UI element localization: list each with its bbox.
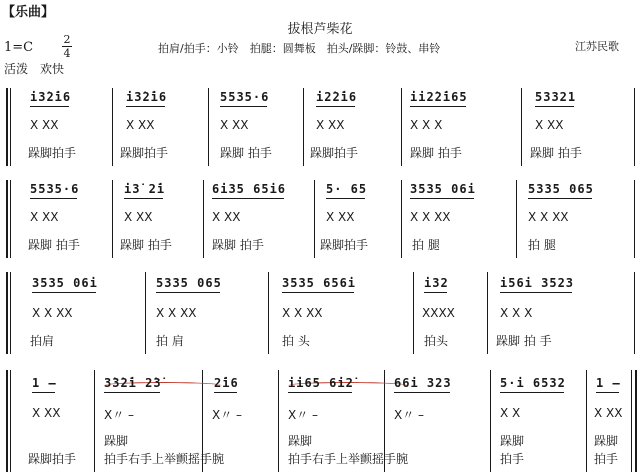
barline — [314, 180, 315, 258]
barline — [490, 370, 491, 472]
lyric-measure: 跺脚 拍 手 — [496, 334, 552, 348]
melody-measure: i32 — [424, 276, 449, 290]
melody-measure: i3̇2̇i6 — [126, 90, 168, 104]
meter-bottom: 4 — [63, 47, 71, 60]
instrumentation-note: 拍肩/拍手：小铃 拍腿：圆舞板 拍头/跺脚：铃鼓、串铃 — [158, 42, 441, 55]
barline — [634, 272, 635, 354]
melody-measure: ii65 6i2̇ — [288, 376, 354, 390]
rhythm-measure: X XX — [220, 118, 249, 132]
melody-measure: 2̇i6 — [214, 376, 239, 390]
lyric-measure: 跺脚拍手 — [28, 146, 77, 160]
barline — [413, 272, 414, 354]
rhythm-measure: X X XX — [528, 210, 569, 224]
rhythm-measure: X X XX — [156, 306, 197, 320]
melody-measure: ii2̇2̇i65 — [410, 90, 468, 104]
key-signature: 1=C — [4, 40, 34, 55]
lyric-measure: 跺脚 拍手 — [410, 146, 462, 160]
barline — [268, 272, 269, 354]
tempo-marking: 活泼 欢快 — [4, 62, 65, 76]
melody-measure: 5535·6 — [30, 182, 80, 196]
melody-measure: 66i 323 — [394, 376, 452, 390]
lyric-measure: 跺脚拍手 — [310, 146, 359, 160]
barline — [516, 180, 517, 258]
region-label: 江苏民歌 — [575, 40, 619, 53]
barline — [521, 88, 522, 166]
rhythm-measure: X X X — [500, 306, 533, 320]
score-row-2 — [0, 180, 640, 258]
lyric-measure: 拍 肩 — [156, 334, 184, 348]
melody-measure: 5335 065 — [528, 182, 594, 196]
score-title: 拔根芦柴花 — [287, 22, 353, 37]
system-bracket — [6, 88, 8, 166]
lyric-measure: 跺脚 — [104, 434, 129, 448]
system-bracket — [6, 370, 8, 472]
melody-measure: 1 – — [596, 376, 621, 390]
lyric-measure: 拍 腿 — [528, 238, 556, 252]
score-row-4 — [0, 370, 640, 472]
melody-measure: 53321 — [535, 90, 577, 104]
rhythm-measure: X X XX — [282, 306, 323, 320]
score-row-3 — [0, 272, 640, 354]
melody-measure: 3̇3̇2̇i 2̇3̇ — [104, 376, 162, 390]
barline — [112, 88, 113, 166]
rhythm-measure: X X — [500, 406, 521, 420]
lyric-line-2: 拍手右手上举颤摇手腕 — [104, 452, 225, 466]
lyric-line-2: 拍手 — [594, 452, 619, 466]
barline — [303, 88, 304, 166]
lyric-measure: 跺脚 — [288, 434, 313, 448]
lyric-measure: 跺脚拍手 — [320, 238, 369, 252]
final-barline — [631, 370, 637, 472]
barline — [586, 370, 587, 472]
lyric-measure: 跺脚拍手 — [120, 146, 169, 160]
melody-measure: i56i 3523 — [500, 276, 575, 290]
system-bracket — [6, 272, 8, 354]
barline — [634, 88, 635, 166]
melody-measure: 3535 656i — [282, 276, 357, 290]
rhythm-measure: X〃 – — [288, 408, 319, 422]
barline — [401, 180, 402, 258]
melody-measure: 5· 65 — [326, 182, 368, 196]
lyric-measure: 跺脚 拍手 — [212, 238, 264, 252]
rhythm-measure: X XX — [30, 118, 59, 132]
lyric-measure: 拍 头 — [282, 334, 310, 348]
rhythm-measure: X〃 – — [212, 408, 243, 422]
rhythm-measure: X XX — [326, 210, 355, 224]
system-bracket — [6, 180, 8, 258]
rhythm-measure: X XX — [594, 406, 623, 420]
lyric-measure: 拍头 — [424, 334, 449, 348]
melody-measure: 3535 06i — [32, 276, 98, 290]
time-signature — [62, 34, 72, 59]
lyric-measure: 跺脚 拍手 — [28, 238, 80, 252]
score-row-1 — [0, 88, 640, 166]
rhythm-measure: X XX — [126, 118, 155, 132]
barline — [401, 88, 402, 166]
rhythm-measure: X XX — [32, 406, 61, 420]
rhythm-measure: X〃 – — [104, 408, 135, 422]
barline — [208, 88, 209, 166]
lyric-measure: 跺脚 拍手 — [220, 146, 272, 160]
melody-measure: 6i35 65i6 — [212, 182, 287, 196]
lyric-line-2: 拍手右手上举颤摇手腕 — [288, 452, 409, 466]
melody-measure: 5535·6 — [220, 90, 270, 104]
rhythm-measure: X XX — [316, 118, 345, 132]
rhythm-measure: X X X — [410, 118, 443, 132]
lyric-line-2: 拍手 — [500, 452, 525, 466]
rhythm-measure: X XX — [124, 210, 153, 224]
meter-top: 2 — [63, 33, 71, 46]
melody-measure: 3535 06i — [410, 182, 476, 196]
rhythm-measure: X X XX — [410, 210, 451, 224]
barline — [487, 272, 488, 354]
barline — [634, 180, 635, 258]
barline — [203, 180, 204, 258]
barline — [112, 180, 113, 258]
section-tag: 【乐曲】 — [2, 5, 55, 20]
rhythm-measure: X〃 – — [394, 408, 425, 422]
rhythm-measure: XXXX — [422, 306, 455, 320]
barline — [145, 272, 146, 354]
melody-measure: 5·i 6532 — [500, 376, 566, 390]
rhythm-measure: X XX — [30, 210, 59, 224]
barline — [278, 370, 279, 472]
lyric-measure: 跺脚 拍手 — [530, 146, 582, 160]
rhythm-measure: X X XX — [32, 306, 73, 320]
melody-measure: 1 – — [32, 376, 57, 390]
lyric-measure: 跺脚 — [594, 434, 619, 448]
melody-measure: i3̇ 2̇i — [124, 182, 166, 196]
melody-measure: 5335 065 — [156, 276, 222, 290]
lyric-measure: 跺脚 拍手 — [120, 238, 172, 252]
melody-measure: i2̇2̇i6 — [316, 90, 358, 104]
lyric-measure: 拍肩 — [30, 334, 55, 348]
lyric-measure: 跺脚 — [500, 434, 525, 448]
rhythm-measure: X XX — [212, 210, 241, 224]
barline — [94, 370, 95, 472]
lyric-measure: 拍 腿 — [412, 238, 440, 252]
melody-measure: i3̇2̇i6 — [30, 90, 72, 104]
rhythm-measure: X XX — [535, 118, 564, 132]
lyric-measure: 跺脚拍手 — [28, 452, 77, 466]
